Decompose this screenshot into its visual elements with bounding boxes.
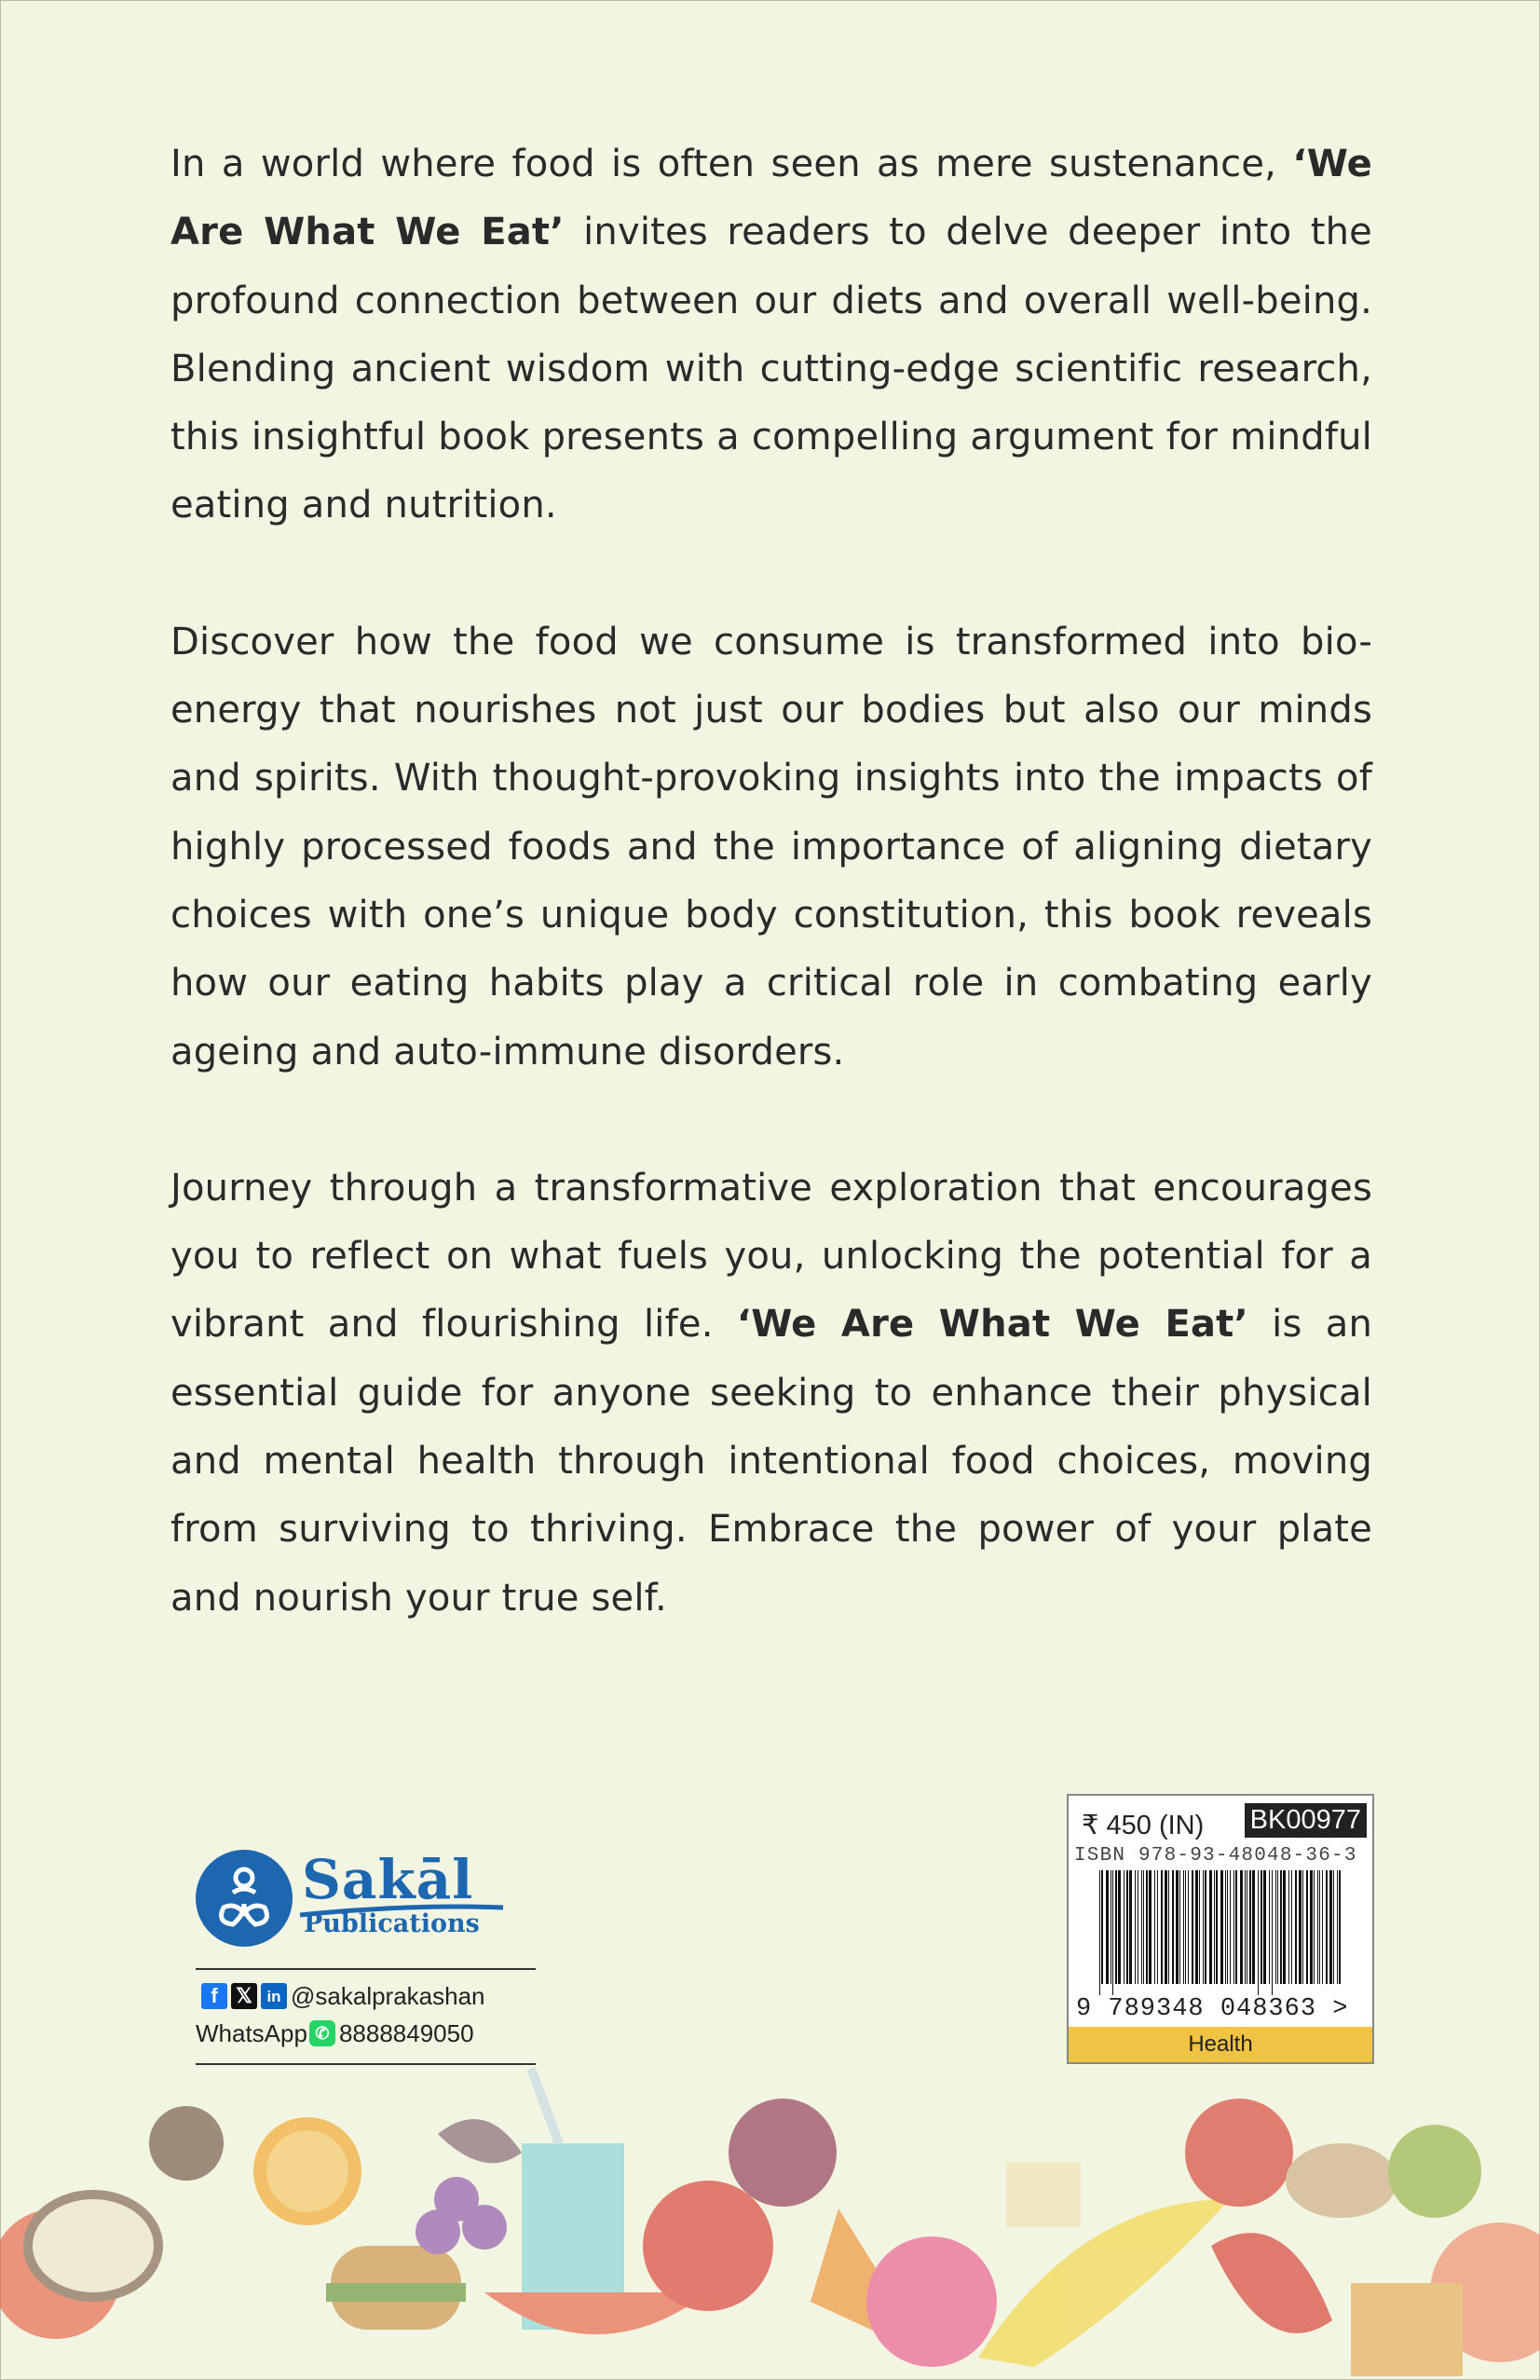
barcode-bar: [1258, 1870, 1259, 1995]
barcode-bar: [1146, 1870, 1148, 1984]
barcode-bar: [1135, 1870, 1136, 1984]
barcode-bar: [1249, 1870, 1251, 1984]
social-row: [196, 1977, 536, 2015]
red-pepper-illustration: [1211, 2233, 1332, 2333]
blurb-text: invites readers to delve deeper into the profound connection between our diets and overall well-being. Blending ancient wisdom with cutting-edge scientific research, this insightful book presents a compelling argument for mindful eating and nutrition.: [170, 211, 1372, 527]
beetroot-illustration: [729, 2099, 837, 2207]
social-handle: @sakalprakashan: [291, 1981, 485, 2010]
barcode-bar: [1179, 1870, 1180, 1984]
barcode-bar: [1288, 1870, 1289, 1984]
tomato-illustration: [1185, 2099, 1293, 2207]
barcode-bar: [1185, 1870, 1186, 1984]
whatsapp-icon[interactable]: ✆: [309, 2020, 335, 2046]
price-label: ₹ 450 (IN): [1082, 1811, 1205, 1840]
barcode-bar: [1291, 1870, 1292, 1984]
mushroom-illustration: [1286, 2143, 1397, 2218]
book-title-bold: ‘We Are What We Eat’: [736, 1303, 1248, 1347]
barcode-bar: [1106, 1870, 1109, 1984]
publisher-emblem-icon: [196, 1850, 293, 1947]
tofu-illustration: [1006, 2162, 1081, 2227]
barcode-bar: [1280, 1870, 1282, 1984]
barcode-bar: [1326, 1870, 1328, 1984]
publisher-logo: [196, 1850, 512, 1952]
barcode-bar: [1295, 1870, 1297, 1984]
barcode-bar: [1277, 1870, 1278, 1984]
barcode-digits: 9 789348 048363 >: [1076, 1995, 1349, 2023]
publisher-name: Sakāl: [302, 1848, 474, 1911]
blurb-text: In a world where food is often seen as mere sustenance,: [170, 143, 1293, 185]
pepper-illustration: [643, 2181, 773, 2311]
blurb-text: Journey through a transformative exploration that encourages you to reflect on what fuels you, unlocking the potential for a vibrant and flourishing life.: [170, 1166, 1372, 1347]
blurb-text: is an essential guide for anyone seeking to enhance their physical and mental health through intentional food choices, moving from surviving to thriving. Embrace the power of your plate and nourish your true self.: [170, 1303, 1372, 1620]
barcode-bar: [1126, 1870, 1128, 1984]
barcode-bar: [1129, 1870, 1132, 1984]
publisher-subtitle: Publications: [304, 1909, 480, 1938]
barcode-bar: [1172, 1870, 1174, 1984]
blurb-paragraph-3: [170, 1155, 1372, 1633]
barcode-bar: [1317, 1870, 1318, 1984]
barcode-bar: [1154, 1870, 1155, 1984]
barcode-bar: [1183, 1870, 1184, 1984]
barcode-bar: [1310, 1870, 1313, 1984]
isbn-label: ISBN 978-93-48048-36-3: [1074, 1845, 1357, 1867]
barcode-bar: [1157, 1870, 1158, 1984]
whatsapp-label: WhatsApp: [196, 2018, 307, 2047]
barcode-bar: [1225, 1870, 1226, 1984]
barcode-bar: [1143, 1870, 1144, 1984]
barcode-bar: [1283, 1870, 1286, 1984]
barcode-bar: [1209, 1870, 1212, 1984]
back-cover-blurb: [170, 130, 1372, 1701]
barcode-bar: [1199, 1870, 1200, 1984]
book-title-bold: ‘We Are What We Eat’: [170, 143, 1372, 254]
blurb-paragraph-2: Discover how the food we consume is transformed into bio-energy that nourishes not just our bodies but also our minds and spirits. With thought-provoking insights into the impacts of highly processed foods and the importance of aligning dietary choices with one’s unique body constitution, this book reveals how our eating habits play a critical role in combating early ageing and auto-immune disorders.: [170, 620, 1372, 1074]
barcode-bar: [1252, 1870, 1255, 1984]
barcode-bar: [1263, 1870, 1266, 1984]
barcode-bar: [1141, 1870, 1142, 1984]
barcode-bar: [1333, 1870, 1334, 1984]
barcode-bar: [1329, 1870, 1332, 1984]
barcode-bar: [1261, 1870, 1262, 1984]
barcode-bar: [1306, 1870, 1308, 1984]
linkedin-icon[interactable]: in: [261, 1983, 287, 2009]
barcode-bar: [1101, 1870, 1103, 1984]
book-code-badge: BK00977: [1245, 1803, 1367, 1838]
cut-coconut-illustration: [28, 2195, 158, 2297]
barcode-bar: [1272, 1870, 1273, 1995]
barcode-bar: [1149, 1870, 1152, 1984]
barcode-bar: [1205, 1870, 1206, 1984]
barcode-bars: [1099, 1870, 1342, 1995]
publisher-contact: [196, 1968, 536, 2065]
barcode-bar: [1214, 1870, 1215, 1984]
barcode-bar: [1302, 1870, 1303, 1984]
barcode-bar: [1339, 1870, 1341, 1984]
barcode-bar: [1188, 1870, 1189, 1984]
barcode-bar: [1216, 1870, 1218, 1984]
barcode-bar: [1203, 1870, 1204, 1984]
barcode-bar: [1195, 1870, 1198, 1984]
barcode-bar: [1245, 1870, 1246, 1984]
food-illustration-strip: [0, 2059, 1540, 2380]
genre-label: Health: [1069, 2027, 1372, 2062]
barcode-bar: [1168, 1870, 1169, 1984]
barcode-bar: [1115, 1870, 1117, 1984]
barcode-bar: [1161, 1870, 1163, 1984]
barcode-bar: [1337, 1870, 1338, 1984]
dragonfruit-illustration: [866, 2236, 997, 2367]
whatsapp-number: 8888849050: [338, 2018, 474, 2047]
x-icon[interactable]: 𝕏: [231, 1983, 257, 2009]
barcode-bar: [1112, 1870, 1113, 1995]
barcode-bar: [1314, 1870, 1315, 1984]
barcode-bar: [1220, 1870, 1223, 1984]
kiwi-illustration: [1388, 2125, 1481, 2218]
barcode-bar: [1319, 1870, 1320, 1984]
barcode-bar: [1118, 1870, 1121, 1984]
barcode-bar: [1275, 1870, 1276, 1984]
whatsapp-row: [196, 2015, 536, 2052]
barcode-bar: [1299, 1870, 1302, 1984]
barcode-bar: [1227, 1870, 1228, 1984]
facebook-icon[interactable]: f: [201, 1983, 227, 2009]
barcode-bar: [1176, 1870, 1179, 1984]
barcode-bar: [1099, 1870, 1100, 1995]
barcode-bar: [1230, 1870, 1231, 1984]
barcode-bar: [1235, 1870, 1237, 1984]
barcode-bar: [1233, 1870, 1234, 1984]
pizza-illustration: [1351, 2283, 1463, 2376]
barcode-bar: [1165, 1870, 1167, 1984]
coconut-illustration: [149, 2106, 224, 2181]
barcode-block: [1067, 1794, 1374, 2064]
barcode-bar: [1192, 1870, 1193, 1984]
barcode-bar: [1322, 1870, 1323, 1984]
barcode-bar: [1269, 1870, 1270, 1984]
barcode-bar: [1240, 1870, 1243, 1984]
herb-leaf-illustration: [438, 2119, 522, 2163]
blurb-paragraph-1: [170, 130, 1372, 540]
